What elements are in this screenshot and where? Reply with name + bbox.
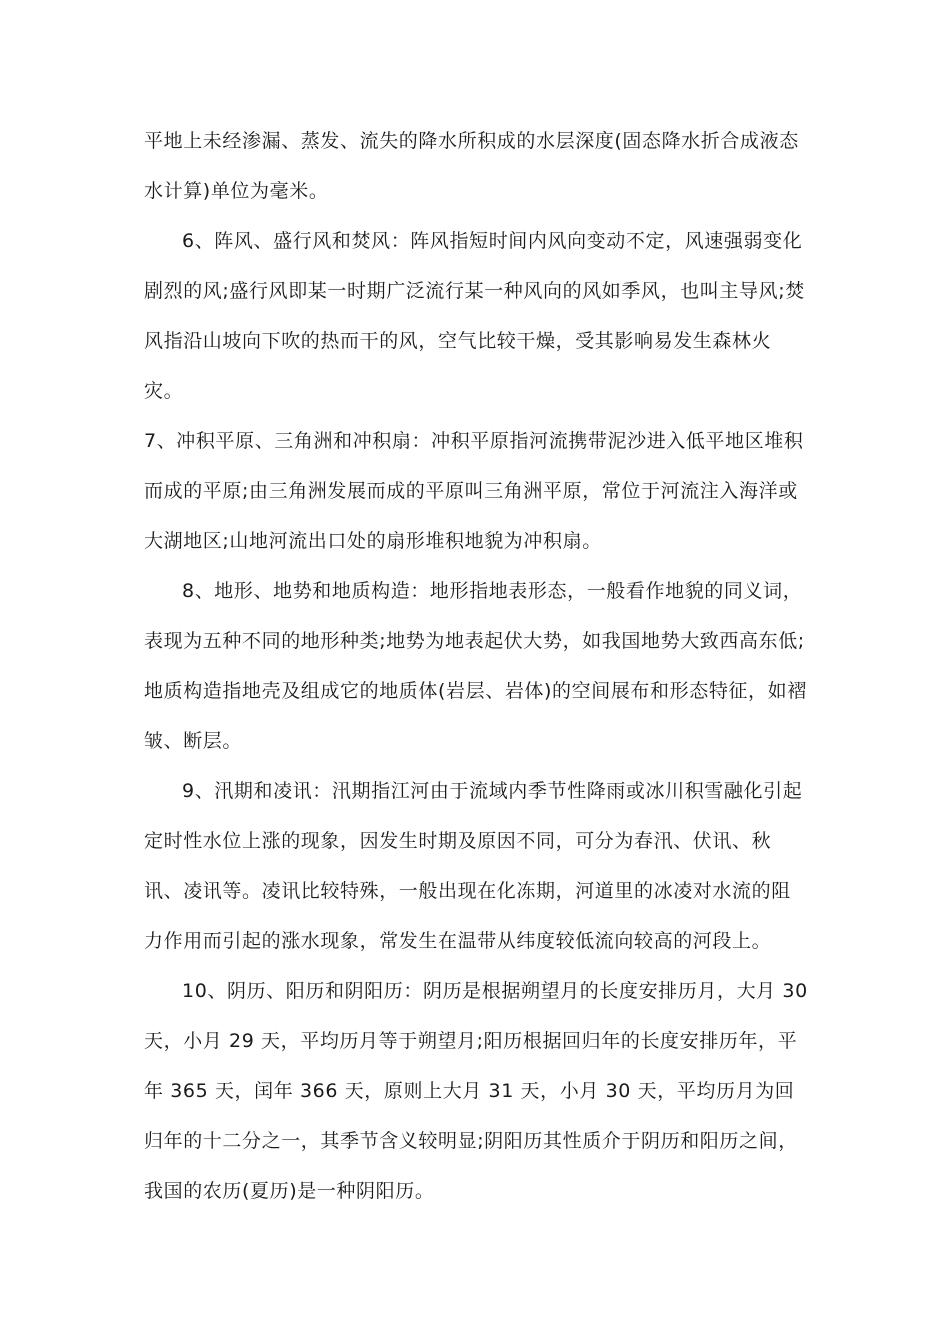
paragraph-terrain-geology: 8、地形、地势和地质构造：地形指地表形态，一般看作地貌的同义词，表现为五种不同的地形种类;地势为地表起伏大势，如我国地势大致西高东低;地质构造指地壳及组成它的地质体(岩层、岩体)的空间展布和形态特征，如褶皱、断层。 <box>144 580 807 752</box>
paragraph-wind-types: 6、阵风、盛行风和焚风：阵风指短时间内风向变动不定，风速强弱变化剧烈的风;盛行风即某一时期广泛流行某一种风向的风如季风，也叫主导风;焚风指沿山坡向下吹的热而干的风，空气比较干燥，受其影响易发生森林火灾。 <box>144 230 805 402</box>
paragraph-calendars: 10、阴历、阳历和阴阳历：阴历是根据朔望月的长度安排历月，大月 30 天，小月 29 天，平均历月等于朔望月;阳历根据回归年的长度安排历年，平年 365 天，闰年 366 天，原则上大月 31 天，小月 30 天，平均历月为回归年的十二分之一，其季节含义较明显;阴阳历其性质介于阴历和阳历之间，我国的农历(夏历)是一种阴阳历。 <box>144 980 815 1202</box>
paragraph-flood-ice-flood: 9、汛期和凌讯：汛期指江河由于流域内季节性降雨或冰川积雪融化引起定时性水位上涨的现象，因发生时期及原因不同，可分为春汛、伏讯、秋讯、凌讯等。凌讯比较特殊，一般出现在化冻期，河道里的冰凌对水流的阻力作用而引起的涨水现象，常发生在温带从纬度较低流向较高的河段上。 <box>144 780 803 952</box>
paragraph-precipitation-continued: 平地上未经渗漏、蒸发、流失的降水所积成的水层深度(固态降水折合成液态水计算)单位为毫米。 <box>144 130 799 202</box>
document-body <box>144 116 815 1216</box>
paragraph-alluvial-landforms: 7、冲积平原、三角洲和冲积扇：冲积平原指河流携带泥沙进入低平地区堆积而成的平原;由三角洲发展而成的平原叫三角洲平原，常位于河流注入海洋或大湖地区;山地河流出口处的扇形堆积地貌为冲积扇。 <box>144 430 804 552</box>
